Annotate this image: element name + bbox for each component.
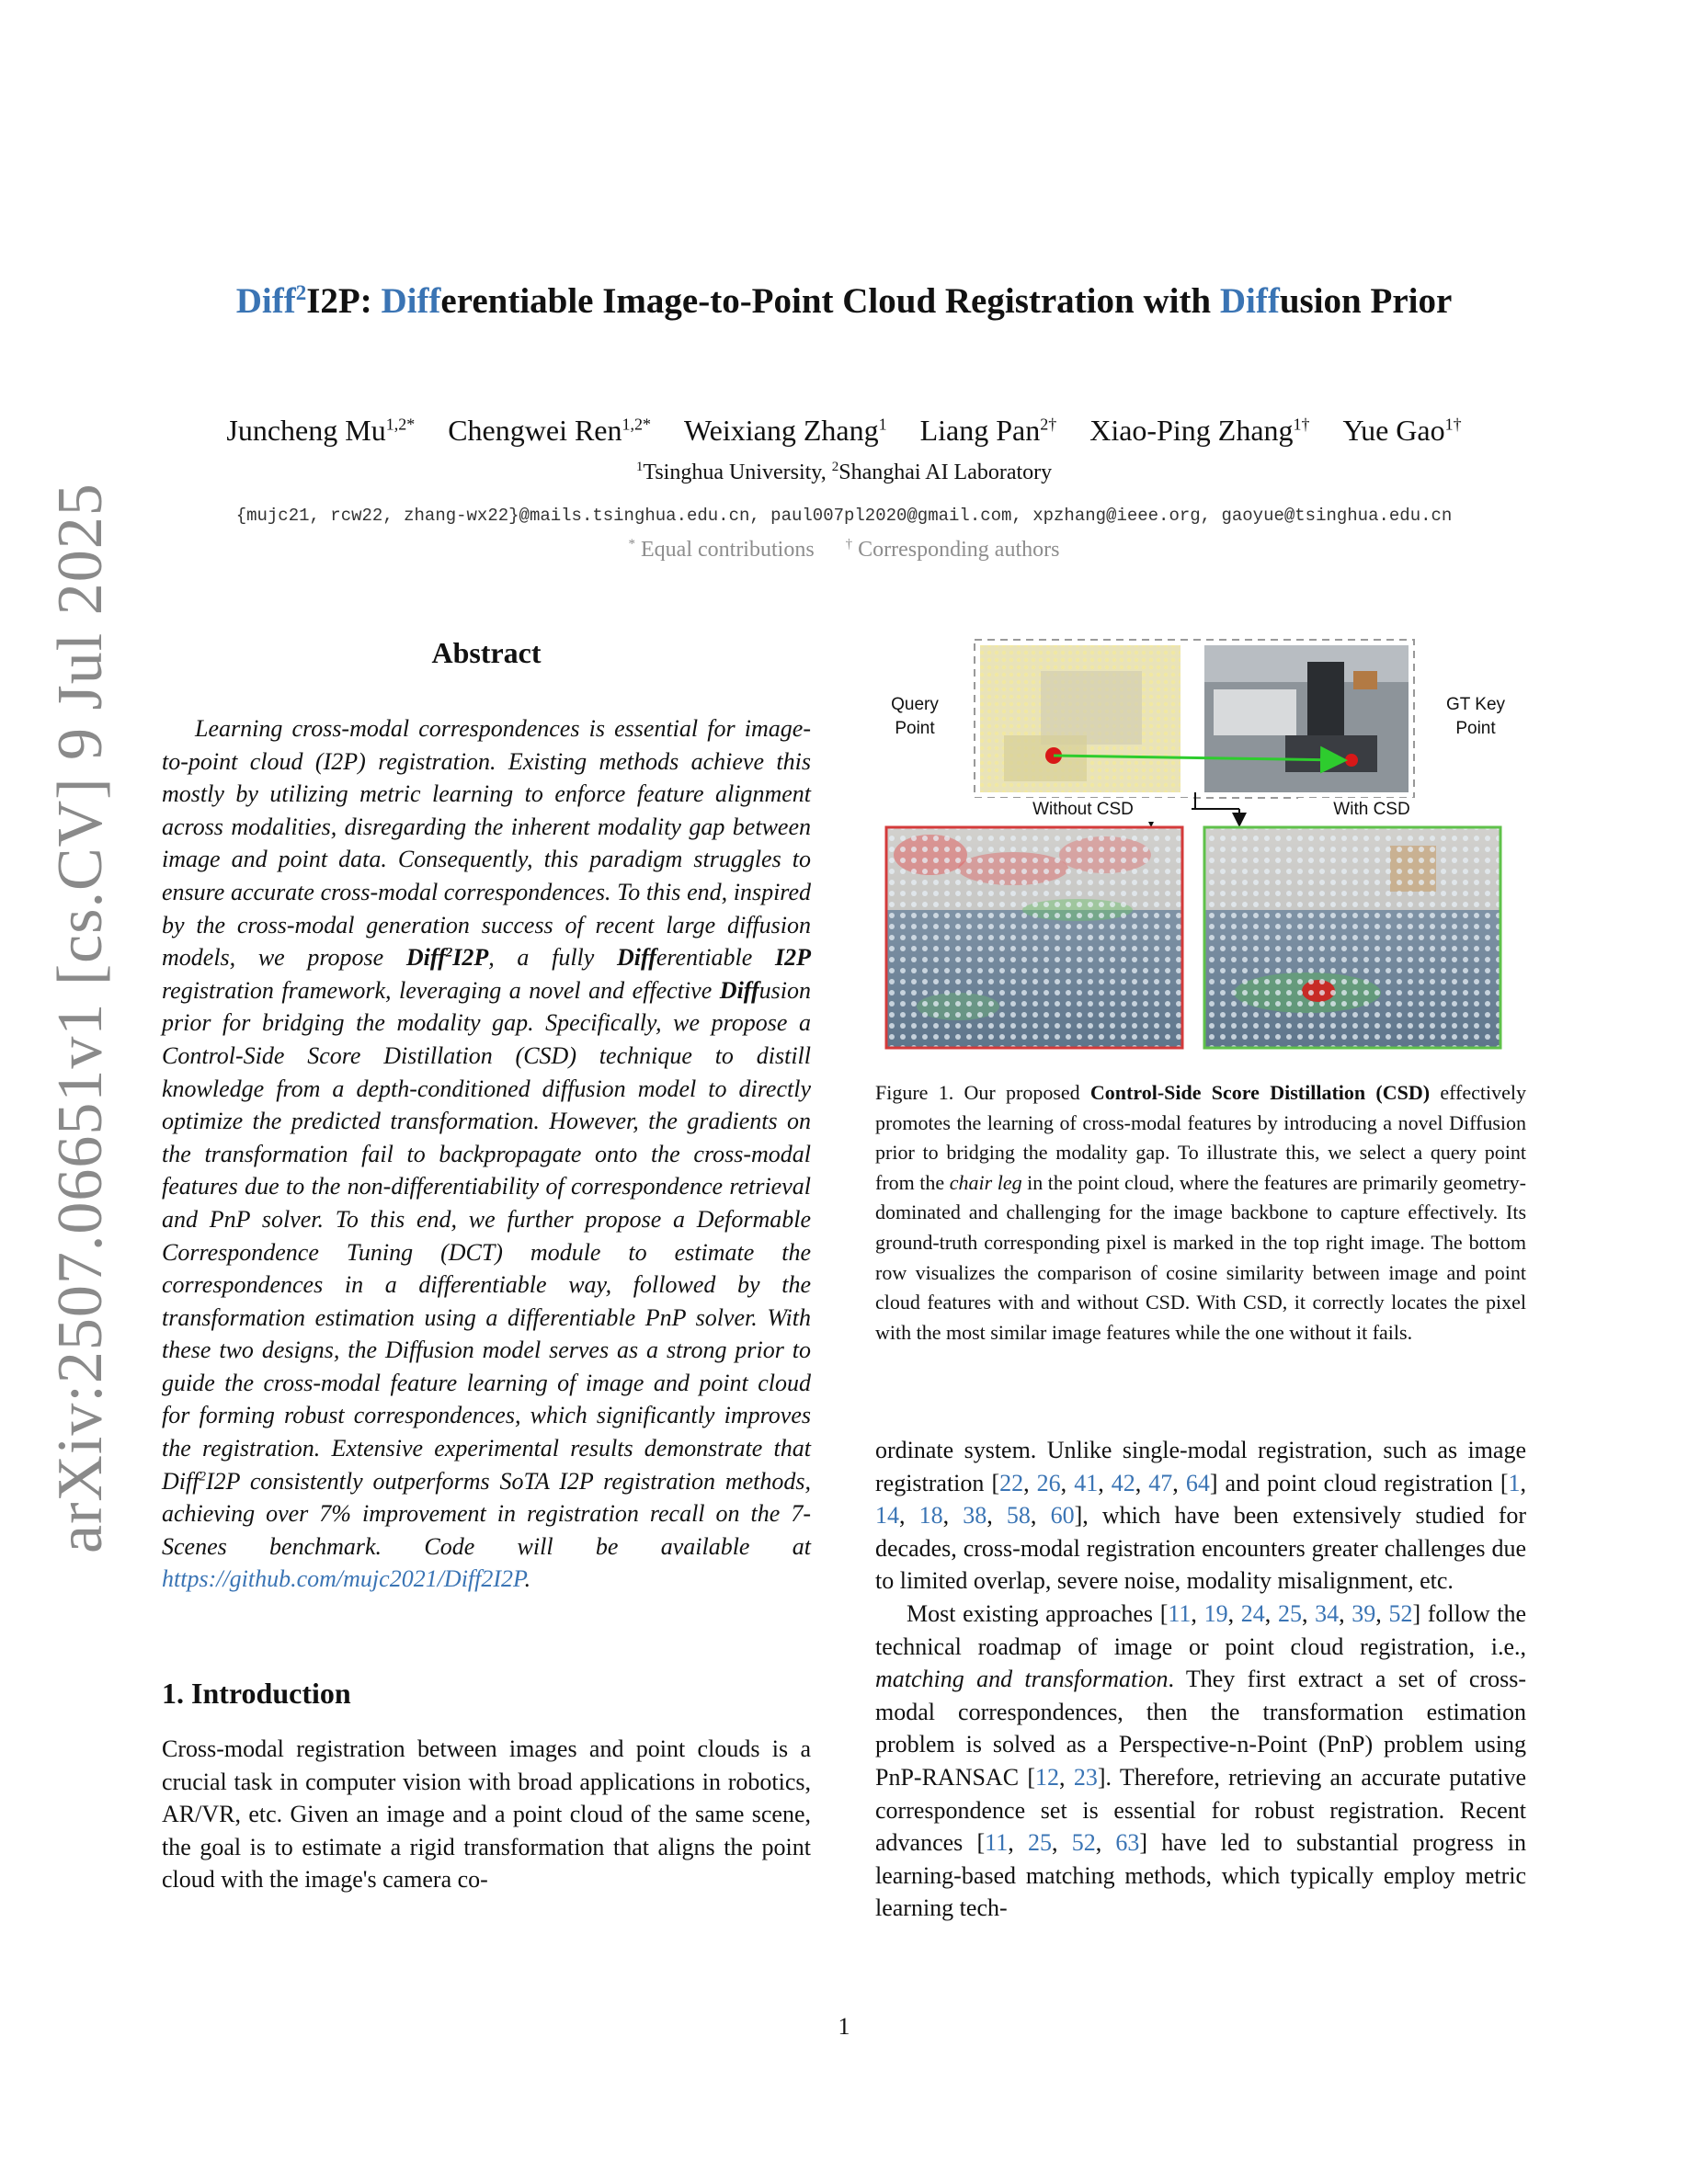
paper-title — [0, 280, 1688, 322]
author-affil: 1† — [1293, 415, 1310, 434]
title-part: I2P: — [306, 281, 382, 321]
citation-link[interactable]: 63 — [1115, 1829, 1140, 1857]
affil-sup: 1 — [635, 460, 644, 474]
citation-link[interactable]: 11 — [1168, 1599, 1192, 1627]
caption-bold: Control-Side Score Distillation (CSD) — [1089, 1081, 1431, 1104]
body-text: ], which have been extensively studied for decades, cross-modal registration encounters greater challenges due to limited overlap, severe noise, modality misalignment, etc. — [875, 1502, 1527, 1595]
citation-link[interactable]: 12 — [1035, 1763, 1060, 1791]
affil-sup: 2 — [831, 460, 839, 474]
figure-1 — [875, 634, 1534, 1066]
author — [684, 414, 887, 447]
citation-link[interactable]: 58 — [1006, 1502, 1031, 1530]
author-name: Yue Gao — [1342, 414, 1445, 447]
without-csd-similarity-map — [886, 827, 1182, 1048]
citation-link[interactable]: 25 — [1027, 1829, 1052, 1857]
title-part: Diff — [235, 281, 296, 321]
author-affil: 1† — [1444, 415, 1462, 434]
equal-contribution-note: Equal contributions — [635, 538, 815, 562]
caption-text: in the point cloud, where the features are primarily geometry-dominated and challenging for the image backbone to capture effectively. Its ground-truth corresponding pixel is marked in the top right image. The bottom row visualizes the comparison of cosine similarity between image and point cloud features with and without CSD. With CSD, it correctly locates the pixel with the most similar image features while the one without it fails. — [875, 1170, 1526, 1344]
affiliation: Tsinghua University, — [643, 461, 832, 484]
affiliations — [0, 460, 1688, 485]
citation-link[interactable]: 18 — [918, 1502, 943, 1530]
author-affil: 1,2* — [622, 415, 651, 434]
abstract-bold: I2P — [452, 944, 489, 972]
abstract-text: Learning cross-modal correspondences is essential for image-to-point cloud (I2P) registration. Existing methods achieve this mostly by utilizing metric learning to enforce feature alignment across modalities, disregarding the inherent modality gap between image and point data. Consequently, this paradigm struggles to ensure accurate cross-modal correspondences. To this end, inspired by the cross-modal generation success of recent large diffusion models, we propose — [162, 715, 811, 972]
body-text: ] and point cloud registration [ — [1209, 1469, 1509, 1496]
point-cloud-image — [980, 645, 1180, 792]
body-text: ] have led to substantial progress in learning-based matching methods, which typically employ metric learning tech- — [875, 1829, 1527, 1922]
note-symbol: † — [845, 537, 853, 552]
citation-link[interactable]: 38 — [963, 1502, 987, 1530]
author-name: Xiao-Ping Zhang — [1089, 414, 1294, 447]
citation-link[interactable]: 22 — [999, 1469, 1024, 1496]
left-column — [162, 636, 811, 1896]
citation-link[interactable]: 60 — [1050, 1502, 1075, 1530]
body-text: Most existing approaches [ — [907, 1599, 1169, 1627]
rgb-office-image — [1204, 645, 1409, 792]
label-line: Query — [891, 695, 939, 714]
author — [1089, 414, 1309, 447]
right-column — [875, 1434, 1526, 1925]
corresponding-note: Corresponding authors — [852, 538, 1060, 562]
body-italic: matching and transformation — [875, 1666, 1169, 1693]
title-part: Diff — [1219, 281, 1280, 321]
abstract-bold: Diff — [719, 976, 759, 1004]
author — [920, 414, 1057, 447]
email-list: {mujc21, rcw22, zhang-wx22}@mails.tsinghua.edu.cn, paul007pl2020@gmail.com, xpzhang@ieee.org, gaoyue@tsinghua.edu.cn — [235, 506, 1453, 526]
citation-link[interactable]: 34 — [1315, 1599, 1340, 1627]
with-csd-label: With CSD — [1298, 798, 1445, 822]
author-name: Liang Pan — [919, 414, 1041, 447]
author-notes — [0, 537, 1688, 563]
label-line: Point — [1455, 719, 1496, 738]
abstract-heading: Abstract — [431, 636, 542, 669]
citation-link[interactable]: 24 — [1240, 1599, 1265, 1627]
body-text: ordinate system. Unlike single-modal registration, such as image registration [ — [875, 1437, 1526, 1496]
affiliation: Shanghai AI Laboratory — [838, 461, 1053, 484]
citation-link[interactable]: 41 — [1074, 1469, 1099, 1496]
with-csd-similarity-map — [1204, 827, 1500, 1048]
caption-text: effectively promotes the learning of cross-modal features by introducing a novel Diffusion prior to bridging the modality gap. To illustrate this, we select a query point from the — [875, 1081, 1526, 1194]
figure-graphic — [875, 634, 1534, 1066]
caption-italic: chair leg — [949, 1170, 1022, 1194]
author — [448, 414, 651, 447]
abstract-bold: Diff — [617, 944, 656, 972]
label-line: Point — [895, 719, 935, 738]
title-part: erentiable Image-to-Point Cloud Registration with — [440, 281, 1220, 321]
author-list — [0, 414, 1688, 448]
caption-text: Figure 1. Our proposed — [875, 1081, 1090, 1104]
citation-link[interactable]: 25 — [1277, 1599, 1302, 1627]
author-affil: 2† — [1040, 415, 1057, 434]
figure-caption — [875, 1078, 1526, 1348]
abstract-sup: 2 — [199, 1469, 206, 1484]
abstract-text: registration framework, leveraging a novel and effective — [162, 976, 720, 1004]
section-heading-introduction: 1. Introduction — [162, 1677, 351, 1711]
citation-link[interactable]: 14 — [875, 1502, 899, 1530]
abstract-bold: Diff — [405, 944, 446, 972]
page-number: 1 — [838, 2013, 850, 2040]
body-text: ]. Therefore, retrieving an accurate putative correspondence set is essential for robust registration. Recent advances [ — [875, 1763, 1527, 1857]
citation-link[interactable]: 23 — [1073, 1763, 1098, 1791]
author-name: Juncheng Mu — [226, 414, 386, 447]
citation-link[interactable]: 52 — [1071, 1829, 1096, 1857]
citation-link[interactable]: 19 — [1203, 1599, 1228, 1627]
body-text: . They first extract a set of cross-modal correspondences, then the transformation estimation problem is solved as a Perspective-n-Point (PnP) problem using PnP-RANSAC [ — [875, 1666, 1526, 1791]
author-name: Weixiang Zhang — [684, 414, 879, 447]
abstract-body — [162, 712, 811, 1596]
citation-link[interactable]: 52 — [1388, 1599, 1413, 1627]
author-affil: 1,2* — [385, 415, 416, 434]
citation-link[interactable]: 26 — [1036, 1469, 1061, 1496]
arxiv-identifier: arXiv:2507.06651v1 [cs.CV] 9 Jul 2025 — [45, 483, 116, 1553]
abstract-text: . — [524, 1565, 531, 1593]
citation-link[interactable]: 42 — [1111, 1469, 1135, 1496]
author-affil: 1 — [878, 415, 887, 434]
abstract-bold: I2P — [774, 944, 811, 972]
body-paragraph: Most existing approaches [11, 19, 24, 25, 34, 39, 52] follow the technical roadmap of image or point cloud registration, i.e., matching and transformation. They first extract a set of cross-modal correspondences, then the transformation estimation problem is solved as a Perspective-n-Point (PnP) problem using PnP-RANSAC [12, 23]. Therefore, retrieving an accurate putative correspondence set is essential for robust registration. Recent advances [11, 25, 52, 63] have led to substantial progress in learning-based matching methods, which typically employ metric learning tech- — [875, 1599, 1527, 1922]
body-paragraph: ordinate system. Unlike single-modal registration, such as image registration [22, 26, 41, 42, 47, 64] and point cloud registration [1, 14, 18, 38, 58, 60], which have been extensively studied for decades, cross-modal registration encounters greater challenges due to limited overlap, severe noise, modality misalignment, etc. — [875, 1437, 1527, 1595]
note-symbol: * — [628, 537, 636, 552]
code-link[interactable]: https://github.com/mujc2021/Diff2I2P — [162, 1565, 525, 1593]
without-csd-label: Without CSD — [975, 798, 1192, 822]
author — [226, 414, 415, 447]
citation-link[interactable]: 47 — [1148, 1469, 1173, 1496]
abstract-text: erentiable — [656, 944, 775, 972]
title-part: usion Prior — [1279, 281, 1453, 321]
abstract-text: I2P consistently outperforms SoTA I2P registration methods, achieving over 7% improvement in registration recall on the 7-Scenes benchmark. Code will be available at — [162, 1467, 811, 1560]
author — [1343, 414, 1462, 447]
gt-key-point-marker — [1345, 754, 1358, 767]
label-line: GT Key — [1445, 695, 1506, 714]
citation-link[interactable]: 39 — [1352, 1599, 1376, 1627]
citation-link[interactable]: 1 — [1508, 1469, 1521, 1496]
citation-link[interactable]: 64 — [1185, 1469, 1210, 1496]
title-sup: 2 — [295, 281, 307, 304]
abstract-text: , a fully — [488, 944, 617, 972]
author-name: Chengwei Ren — [448, 414, 622, 447]
abstract-text: usion prior for bridging the modality gap. Specifically, we propose a Control-Side Score Distillation (CSD) technique to distill knowledge from a depth-conditioned diffusion model to directly optimize the predicted transformation. However, the gradients on the transformation fail to backpropagate onto the cross-modal features due to the non-differentiability of correspondence retrieval and PnP solver. To this end, we further propose a Deformable Correspondence Tuning (DCT) module to estimate the correspondences in a differentiable way, followed by the transformation estimation using a differentiable PnP solver. With these two designs, the Diffusion model serves as a strong prior to guide the cross-modal feature learning of image and point cloud for forming robust correspondences, which significantly improves the registration. Extensive experimental results demonstrate that Diff — [162, 976, 811, 1495]
citation-link[interactable]: 11 — [985, 1829, 1009, 1857]
intro-paragraph: Cross-modal registration between images and point clouds is a crucial task in computer vision with broad applications in robotics, AR/VR, etc. Given an image and a point cloud of the same scene, the goal is to estimate a rigid transformation that aligns the point cloud with the image's camera co- — [162, 1735, 811, 1894]
abstract-sup: 2 — [445, 945, 453, 961]
title-part: Diff — [381, 281, 441, 321]
body-text: ] follow the technical roadmap of image or point cloud registration, i.e., — [875, 1599, 1527, 1660]
